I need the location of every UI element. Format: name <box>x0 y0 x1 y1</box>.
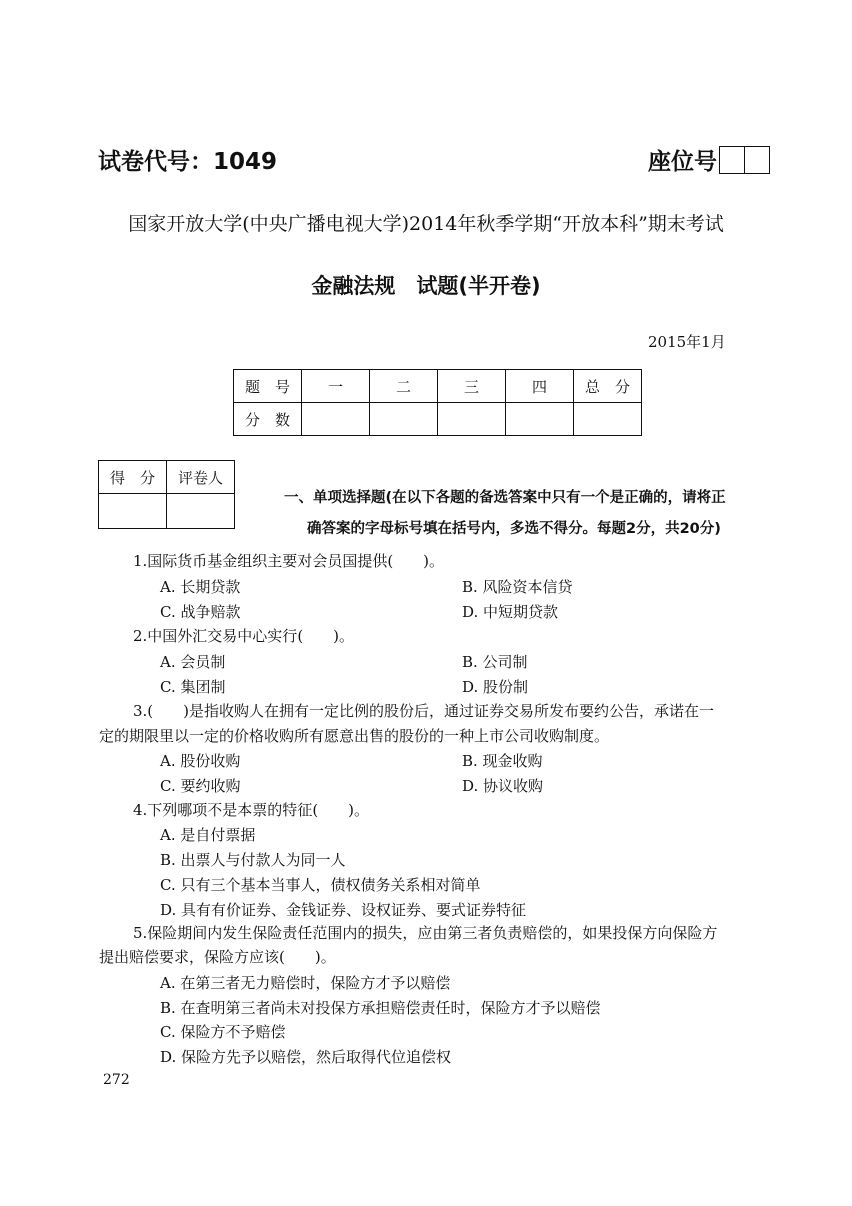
seat-box <box>720 147 744 173</box>
page-number: 272 <box>103 1072 130 1088</box>
question-2-stem: 2.中国外汇交易中心实行( )。 <box>133 627 355 645</box>
question-5-option-d: D. 保险方先予以赔偿，然后取得代位追偿权 <box>160 1048 452 1066</box>
question-4-option-a: A. 是自付票据 <box>160 826 256 844</box>
section-heading-line1: 一、单项选择题(在以下各题的备选答案中只有一个是正确的，请将正 <box>284 490 726 506</box>
grader-blank-cell <box>167 494 235 529</box>
grader-blank-cell <box>99 494 167 529</box>
grader-table <box>98 460 235 529</box>
section-heading-line2: 确答案的字母标号填在括号内，多选不得分。每题2分，共20分) <box>307 521 721 537</box>
score-blank-cell <box>370 403 438 436</box>
score-table-cell: 三 <box>438 370 506 403</box>
exam-title: 国家开放大学(中央广播电视大学)2014年秋季学期“开放本科”期末考试 <box>128 213 724 235</box>
question-5-stem-line2: 提出赔偿要求，保险方应该( )。 <box>99 948 336 966</box>
question-5-option-a: A. 在第三者无力赔偿时，保险方才予以赔偿 <box>160 974 451 992</box>
seat-number <box>648 143 770 176</box>
score-table-cell: 分 数 <box>234 403 302 436</box>
question-1-stem: 1.国际货币基金组织主要对会员国提供( )。 <box>133 552 445 570</box>
score-blank-cell <box>506 403 574 436</box>
seat-number-boxes <box>719 146 770 174</box>
score-blank-cell <box>438 403 506 436</box>
question-1-option-d: D. 中短期贷款 <box>462 603 559 621</box>
score-table-cell: 题 号 <box>234 370 302 403</box>
question-3-option-d: D. 协议收购 <box>462 777 544 795</box>
paper-code: 试卷代号：1049 <box>98 149 278 175</box>
score-table-score-row <box>234 403 642 436</box>
score-table-cell: 一 <box>302 370 370 403</box>
question-4-option-b: B. 出票人与付款人为同一人 <box>160 851 346 869</box>
question-3-option-a: A. 股份收购 <box>160 752 241 770</box>
question-3-stem-line2: 定的期限里以一定的价格收购所有愿意出售的股份的一种上市公司收购制度。 <box>99 727 610 745</box>
question-2-option-b: B. 公司制 <box>462 653 528 671</box>
question-3-option-c: C. 要约收购 <box>160 777 241 795</box>
question-5-option-c: C. 保险方不予赔偿 <box>160 1023 286 1041</box>
score-table-cell: 总 分 <box>574 370 642 403</box>
seat-box <box>744 147 769 173</box>
subject-title: 金融法规 试题(半开卷) <box>311 274 541 298</box>
score-table-header-row <box>234 370 642 403</box>
question-5-stem-line1: 5.保险期间内发生保险责任范围内的损失，应由第三者负责赔偿的，如果投保方向保险方 <box>133 924 718 942</box>
question-5-option-b: B. 在查明第三者尚未对投保方承担赔偿责任时，保险方才予以赔偿 <box>160 999 601 1017</box>
score-blank-cell <box>574 403 642 436</box>
question-3-stem-line1: 3.( )是指收购人在拥有一定比例的股份后，通过证券交易所发布要约公告，承诺在一 <box>133 702 715 720</box>
question-2-option-a: A. 会员制 <box>160 653 226 671</box>
score-table <box>233 369 642 436</box>
question-4-option-c: C. 只有三个基本当事人，债权债务关系相对简单 <box>160 876 481 894</box>
grader-name-header: 评卷人 <box>167 461 235 494</box>
question-1-option-c: C. 战争赔款 <box>160 603 241 621</box>
score-table-cell: 二 <box>370 370 438 403</box>
question-1-option-b: B. 风险资本信贷 <box>462 578 573 596</box>
question-1-option-a: A. 长期贷款 <box>160 578 241 596</box>
question-4-option-d: D. 具有有价证券、金钱证券、设权证券、要式证券特征 <box>160 901 527 919</box>
question-4-stem: 4.下列哪项不是本票的特征( )。 <box>133 801 370 819</box>
question-2-option-c: C. 集团制 <box>160 678 226 696</box>
question-3-option-b: B. 现金收购 <box>462 752 543 770</box>
question-2-option-d: D. 股份制 <box>462 678 529 696</box>
exam-date: 2015年1月 <box>648 333 726 351</box>
grader-score-header: 得 分 <box>99 461 167 494</box>
score-table-cell: 四 <box>506 370 574 403</box>
score-blank-cell <box>302 403 370 436</box>
seat-label: 座位号 <box>648 149 717 175</box>
